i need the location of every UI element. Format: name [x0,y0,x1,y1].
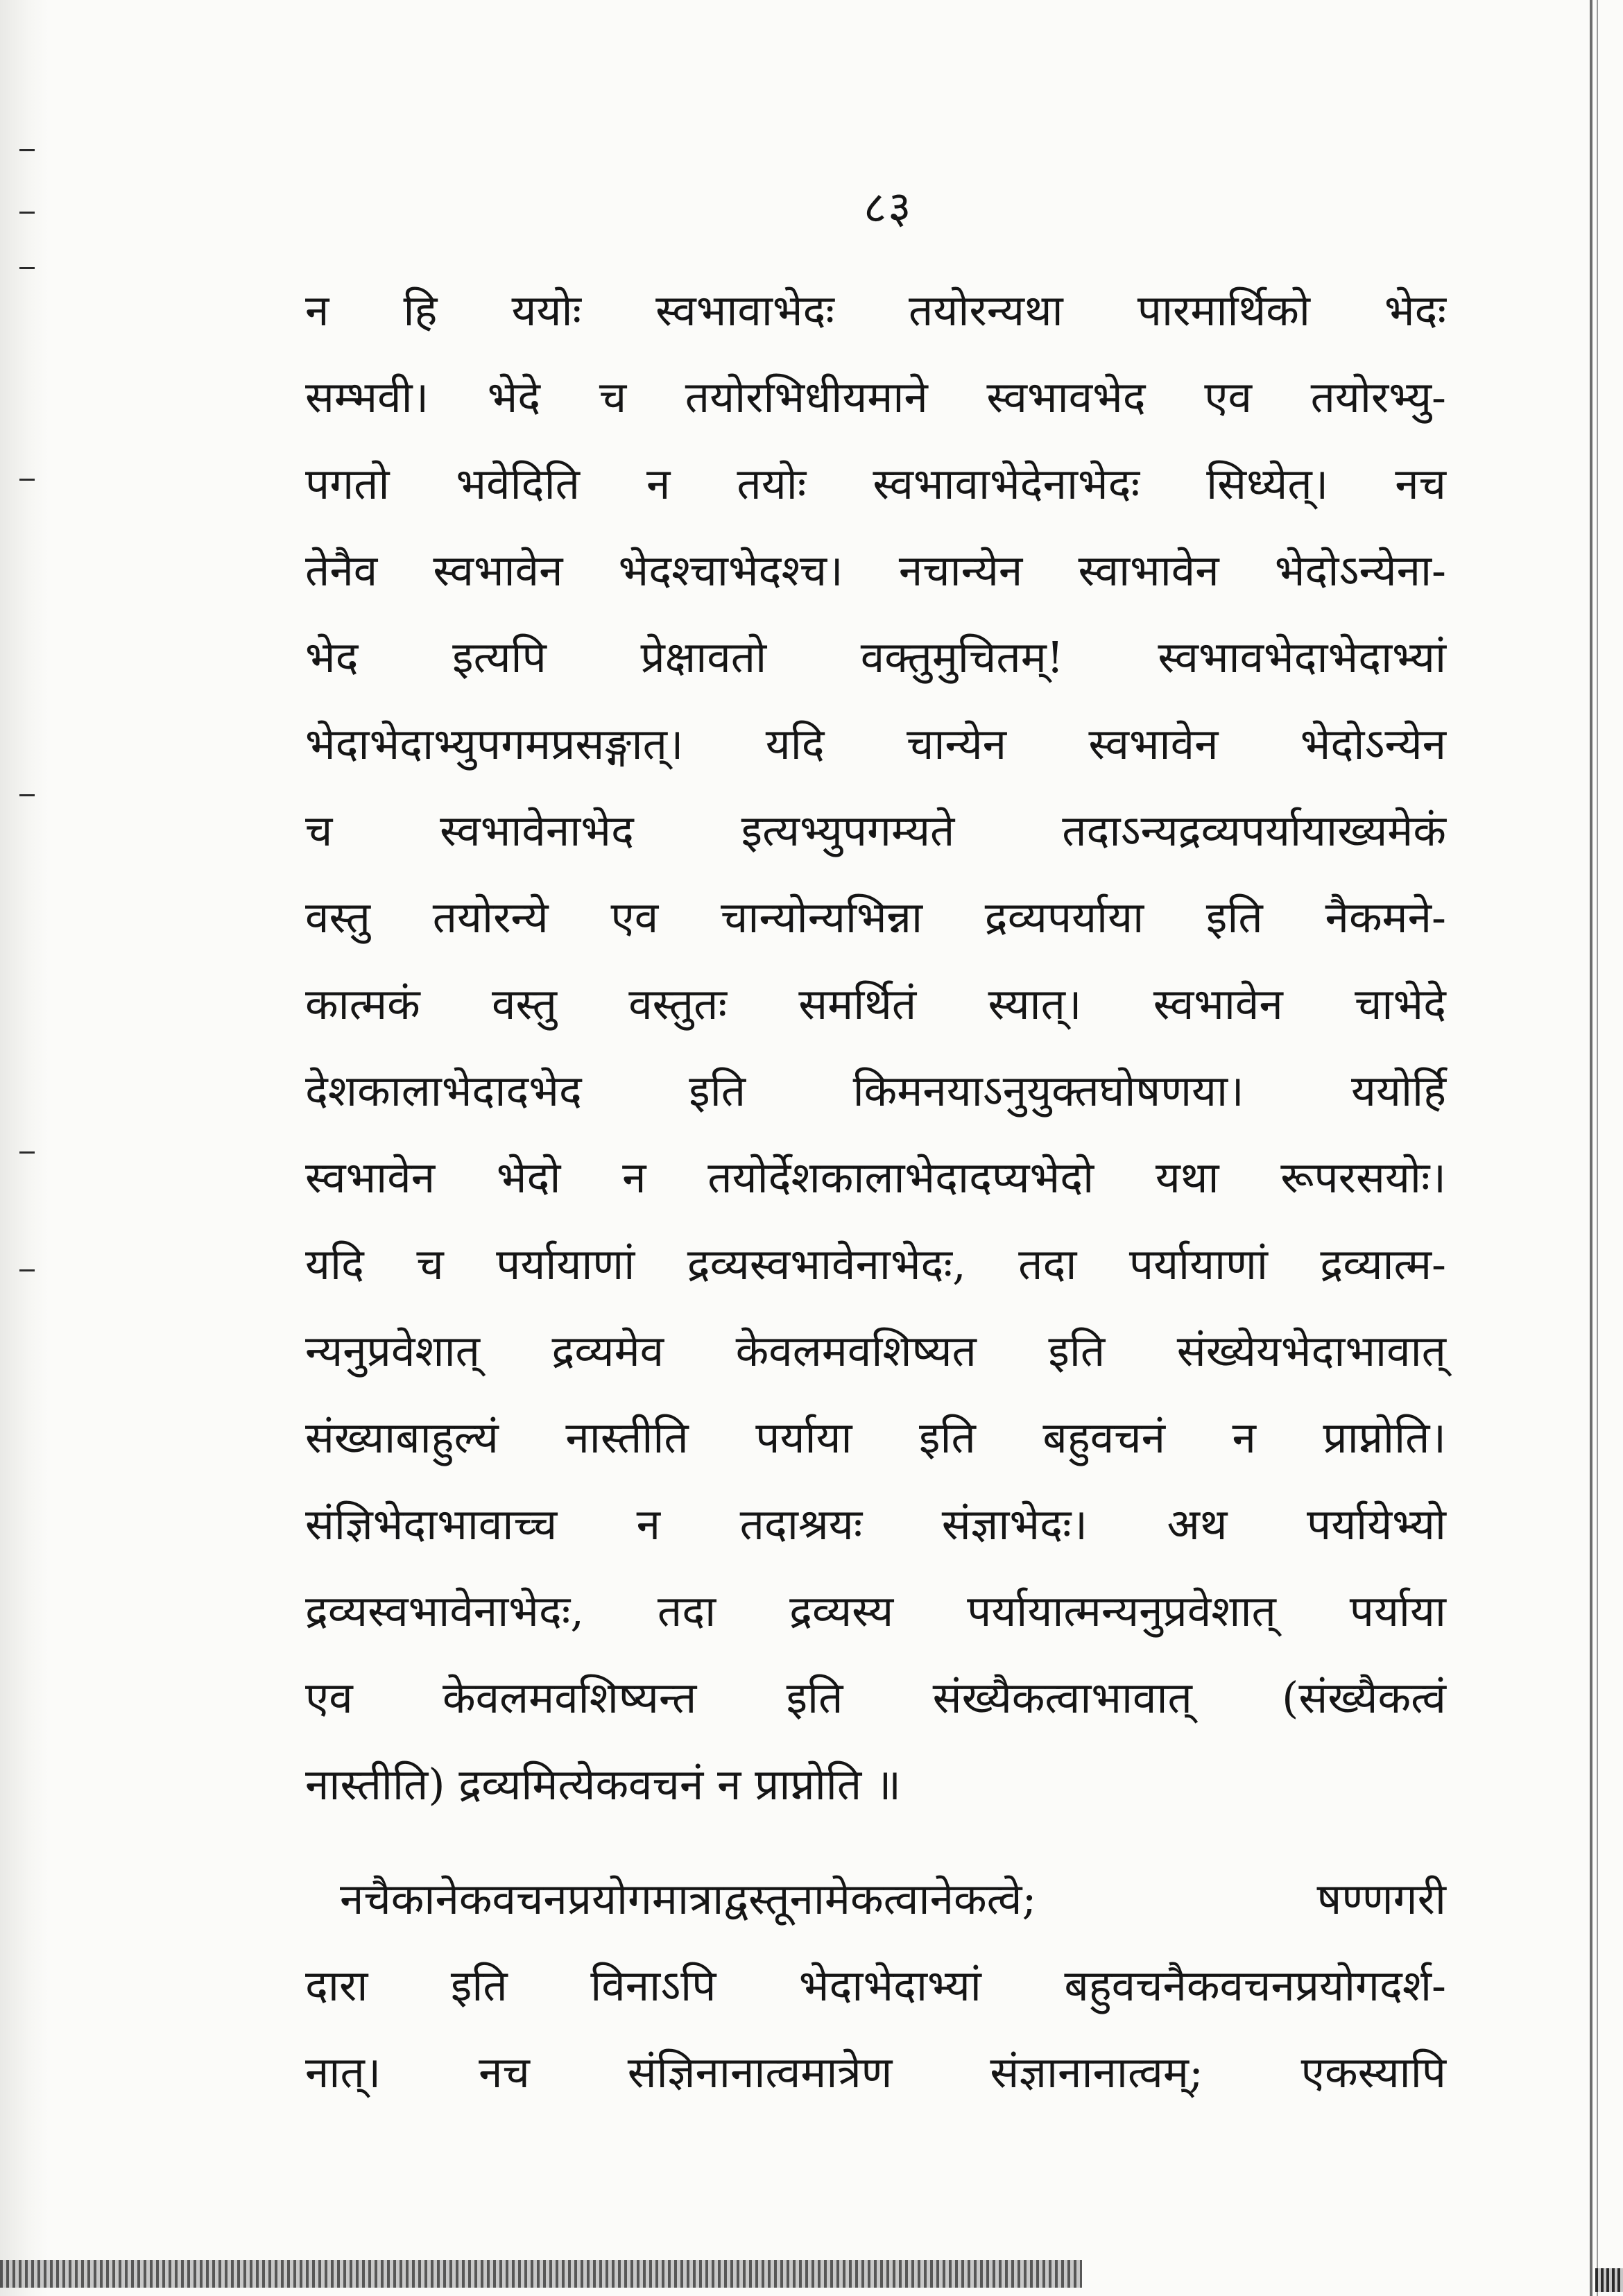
text-line: वस्तु तयोरन्ये एव चान्योन्यभिन्ना द्रव्यपर्याया इति नैकमने- [305,892,1446,943]
text-line: पगतो भवेदिति न तयोः स्वभावाभेदेनाभेदः सिध्येत्। नच [305,459,1446,509]
page-edge-rule [1597,0,1598,2296]
text-line: न्यनुप्रवेशात् द्रव्यमेव केवलमवशिष्यत इति संख्येयभेदाभावात् [305,1326,1446,1376]
text-line: संख्याबाहुल्यं नास्तीति पर्याया इति बहुवचनं न प्राप्नोति। [305,1412,1446,1463]
text-line: सम्भवी। भेदे च तयोरभिधीयमाने स्वभावभेद एव तयोरभ्यु- [305,372,1446,422]
paragraph [305,267,1446,1828]
binding-mark [19,794,35,796]
binding-mark [19,267,35,269]
scan-artifact-strip [0,2260,1082,2288]
paragraph-gap [305,1828,1446,1856]
text-line: नास्तीति) द्रव्यमित्येकवचनं न प्राप्नोति ॥ [305,1759,902,1810]
binding-mark [19,212,35,214]
binding-mark [19,1151,35,1154]
text-line: स्वभावेन भेदो न तयोर्देशकालाभेदादप्यभेदो यथा रूपरसयोः। [305,1152,1446,1203]
body-text [305,267,1446,2116]
text-line: नचैकानेकवचनप्रयोगमात्राद्वस्तूनामेकत्वानेकत्वे; षण्णगरी [340,1874,1446,1924]
page-edge-rule [1590,0,1592,2296]
text-line: कात्मकं वस्तु वस्तुतः समर्थितं स्यात्। स्वभावेन चाभेदे [305,979,1446,1029]
text-line: एव केवलमवशिष्यन्त इति संख्यैकत्वाभावात् (संख्यैकत्वं [305,1672,1446,1723]
text-line: दारा इति विनाऽपि भेदाभेदाभ्यां बहुवचनैकवचनप्रयोगदर्श- [305,1960,1446,2011]
text-line: तेनैव स्वभावेन भेदश्चाभेदश्च। नचान्येन स्वाभावेन भेदोऽन्येना- [305,545,1446,596]
text-line: भेद इत्यपि प्रेक्षावतो वक्तुमुचितम्! स्वभावभेदाभेदाभ्यां [305,632,1446,683]
paragraph [305,1856,1446,2116]
page-number: ८३ [864,182,913,234]
binding-mark [19,149,35,151]
text-line: भेदाभेदाभ्युपगमप्रसङ्गात्। यदि चान्येन स्वभावेन भेदोऽन्येन [305,719,1446,769]
text-line: द्रव्यस्वभावेनाभेदः, तदा द्रव्यस्य पर्यायात्मन्यनुप्रवेशात् पर्याया [305,1586,1446,1636]
scan-artifact-strip [1595,2268,1623,2292]
text-line: न हि ययोः स्वभावाभेदः तयोरन्यथा पारमार्थिको भेदः [305,285,1446,336]
text-line: संज्ञिभेदाभावाच्च न तदाश्रयः संज्ञाभेदः। अथ पर्यायेभ्यो [305,1499,1446,1550]
text-line: यदि च पर्यायाणां द्रव्यस्वभावेनाभेदः, तदा पर्यायाणां द्रव्यात्म- [305,1239,1446,1290]
binding-edge [0,0,49,2296]
text-line: देशकालाभेदादभेद इति किमनयाऽनुयुक्तघोषणया। ययोर्हि [305,1065,1446,1116]
binding-mark [19,479,35,481]
text-line: च स्वभावेनाभेद इत्यभ्युपगम्यते तदाऽन्यद्रव्यपर्यायाख्यमेकं [305,805,1446,856]
binding-mark [19,1269,35,1271]
text-line: नात्। नच संज्ञिनानात्वमात्रेण संज्ञानानात्वम्; एकस्यापि [305,2047,1446,2098]
